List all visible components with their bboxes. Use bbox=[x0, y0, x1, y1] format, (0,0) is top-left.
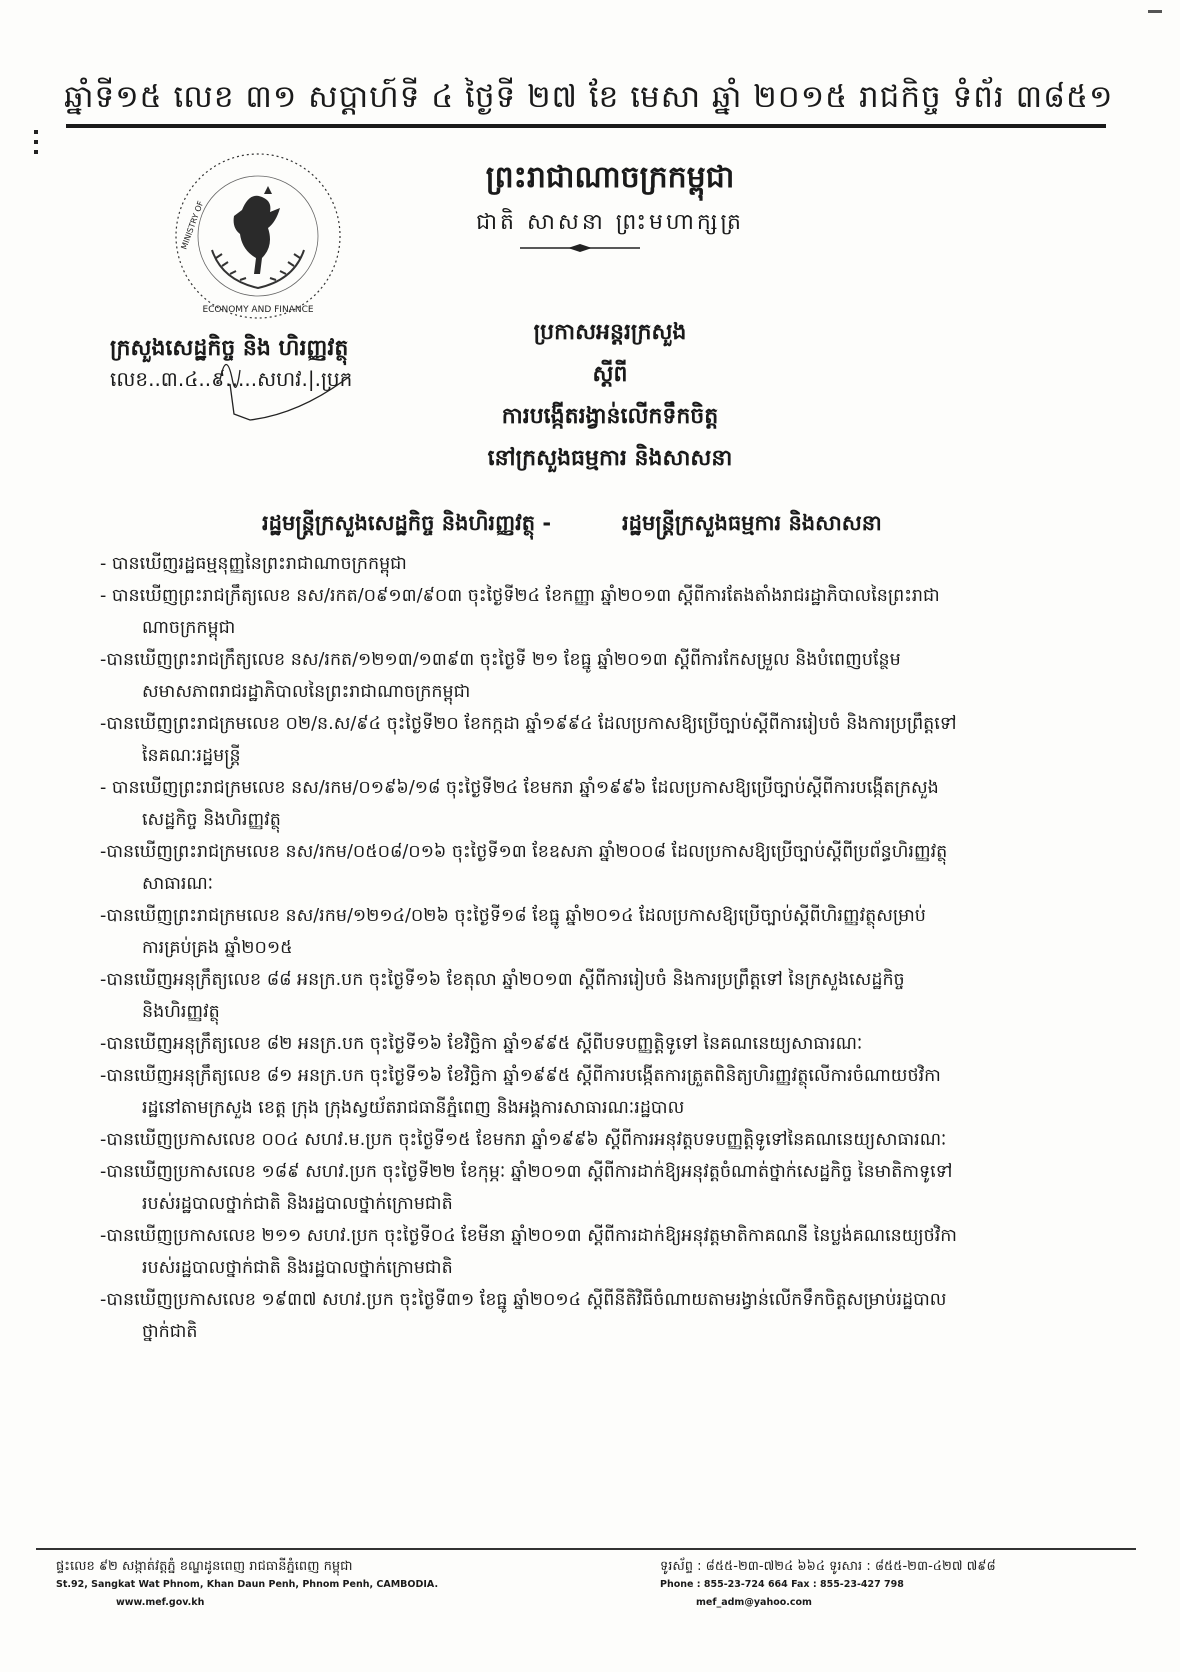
svg-text:MINISTRY OF: MINISTRY OF bbox=[179, 199, 206, 251]
visa-line: -បានឃើញប្រកាសលេខ ១៨៩ សហវ.ប្រក ចុះថ្ងៃទី២២ ខែកុម្ភៈ ឆ្នាំ២០១៣ ស្តីពីការដាក់ឱ្យអនុវត្តចំណាត់ថ្នាក់សេដ្ឋកិច្ច នៃមាតិកាទូទៅ bbox=[100, 1162, 953, 1182]
email-link[interactable]: mef_adm@yahoo.com bbox=[696, 1597, 812, 1608]
visa-line: - បានឃើញរដ្ឋធម្មនុញ្ញនៃព្រះរាជាណាចក្រកម្ពុជា bbox=[100, 554, 407, 574]
decree-title bbox=[420, 312, 800, 480]
visa-line: -បានឃើញប្រកាសលេខ ២១១ សហវ.ប្រក ចុះថ្ងៃទី០៤ ខែមីនា ឆ្នាំ២០១៣ ស្តីពីការដាក់ឱ្យអនុវត្តមាតិកាគណនី នៃប្លង់គណនេយ្យថវិកា bbox=[100, 1226, 957, 1246]
visa-line: -បានឃើញអនុក្រឹត្យលេខ ៨៨ អនក្រ.បក ចុះថ្ងៃទី១៦ ខែតុលា ឆ្នាំ២០១៣ ស្តីពីការរៀបចំ និងការប្រព្រឹត្តទៅ នៃក្រសួងសេដ្ឋកិច្ច bbox=[100, 970, 905, 990]
national-motto: ជាតិ សាសនា ព្រះមហាក្សត្រ bbox=[476, 210, 744, 235]
title-line-1: ប្រកាសអន្តរក្រសួង bbox=[533, 320, 687, 345]
footer-contact bbox=[660, 1558, 996, 1612]
visa-line: របស់រដ្ឋបាលថ្នាក់ជាតិ និងរដ្ឋបាលថ្នាក់ក្រោមជាតិ bbox=[142, 1194, 453, 1214]
phone-english: Phone : 855-23-724 664 Fax : 855-23-427 798 bbox=[660, 1579, 904, 1590]
kingdom-heading bbox=[440, 158, 780, 240]
margin-mark bbox=[34, 124, 40, 164]
visa-line: សមាសភាពរាជរដ្ឋាភិបាលនៃព្រះរាជាណាចក្រកម្ពុជា bbox=[142, 682, 471, 702]
visa-list bbox=[100, 548, 1100, 1348]
visa-line: ការគ្រប់គ្រង ឆ្នាំ២០១៥ bbox=[142, 938, 293, 958]
visa-line: - បានឃើញព្រះរាជក្រមលេខ នស/រកម/០១៩៦/១៨ ចុះថ្ងៃទី២៤ ខែមករា ឆ្នាំ១៩៩៦ ដែលប្រកាសឱ្យប្រើច្បាប់ស្តីពីការបង្កើតក្រសួង bbox=[100, 778, 939, 798]
visa-line: រដ្ឋនៅតាមក្រសួង ខេត្ត ក្រុង ក្រុងស្វយ័តរាជធានីភ្នំពេញ និងអង្គការសាធារណៈរដ្ឋបាល bbox=[142, 1098, 685, 1118]
svg-text:ECONOMY AND FINANCE: ECONOMY AND FINANCE bbox=[202, 305, 314, 315]
footer-rule bbox=[36, 1548, 1136, 1550]
ministry-seal-icon bbox=[172, 150, 344, 322]
ornament-divider bbox=[520, 243, 640, 253]
title-line-2: ស្តីពី bbox=[592, 362, 628, 387]
visa-line: - បានឃើញព្រះរាជក្រឹត្យលេខ នស/រកត/០៩១៣/៩០៣ ចុះថ្ងៃទី២៤ ខែកញ្ញា ឆ្នាំ២០១៣ ស្តីពីការតែងតាំងរាជរដ្ឋាភិបាលនៃព្រះរាជា bbox=[100, 586, 940, 606]
signature-mark bbox=[210, 340, 360, 430]
visa-line: -បានឃើញអនុក្រឹត្យលេខ ៨២ អនក្រ.បក ចុះថ្ងៃទី១៦ ខែវិច្ឆិកា ឆ្នាំ១៩៩៥ ស្តីពីបទបញ្ញត្តិទូទៅ នៃគណនេយ្យសាធារណៈ bbox=[100, 1034, 863, 1054]
ministry-name: ក្រសួងសេដ្ឋកិច្ច និង ហិរញ្ញវត្ថុ bbox=[110, 336, 349, 361]
address-khmer: ផ្ទះលេខ ៩២ សង្កាត់វត្តភ្នំ ខណ្ឌដូនពេញ រាជធានីភ្នំពេញ កម្ពុជា bbox=[56, 1559, 353, 1574]
phone-khmer: ទូរស័ព្ទ : ៨៥៥-២៣-៧២៤ ៦៦៤ ទូរសារ : ៨៥៥-២៣-៤២៧ ៧៩៨ bbox=[660, 1559, 996, 1574]
footer-address bbox=[56, 1558, 438, 1612]
visa-line: -បានឃើញព្រះរាជក្រមលេខ នស/រកម/១២១៤/០២៦ ចុះថ្ងៃទី១៨ ខែធ្នូ ឆ្នាំ២០១៤ ដែលប្រកាសឱ្យប្រើច្បាប់ស្តីពីហិរញ្ញវត្ថុសម្រាប់ bbox=[100, 906, 926, 926]
visa-line: -បានឃើញប្រកាសលេខ ០០៤ សហវ.ម.ប្រក ចុះថ្ងៃទី១៥ ខែមករា ឆ្នាំ១៩៩៦ ស្តីពីការអនុវត្តបទបញ្ញត្តិទូទៅនៃគណនេយ្យសាធារណៈ bbox=[100, 1130, 947, 1150]
visa-line: -បានឃើញប្រកាសលេខ ១៩៣៧ សហវ.ប្រក ចុះថ្ងៃទី៣១ ខែធ្នូ ឆ្នាំ២០១៤ ស្តីពីនីតិវិធីចំណាយតាមរង្វាន់លើកទឹកចិត្តសម្រាប់រដ្ឋបាល bbox=[100, 1290, 947, 1310]
ministers-line bbox=[262, 510, 1022, 541]
visa-line: ថ្នាក់ជាតិ bbox=[142, 1322, 198, 1342]
visa-line: របស់រដ្ឋបាលថ្នាក់ជាតិ និងរដ្ឋបាលថ្នាក់ក្រោមជាតិ bbox=[142, 1258, 453, 1278]
visa-line: សាធារណៈ bbox=[142, 874, 214, 894]
visa-line: សេដ្ឋកិច្ច និងហិរញ្ញវត្ថុ bbox=[142, 810, 281, 830]
visa-line: -បានឃើញព្រះរាជក្រឹត្យលេខ នស/រកត/១២១៣/១៣៩៣ ចុះថ្ងៃទី ២១ ខែធ្នូ ឆ្នាំ២០១៣ ស្តីពីការកែសម្រួល និងបំពេញបន្ថែម bbox=[100, 650, 901, 670]
minister-cults-religion: រដ្ឋមន្ត្រីក្រសួងធម្មការ និងសាសនា bbox=[622, 511, 882, 535]
visa-line: -បានឃើញព្រះរាជក្រមលេខ នស/រកម/០៥០៨/០១៦ ចុះថ្ងៃទី១៣ ខែឧសភា ឆ្នាំ២០០៨ ដែលប្រកាសឱ្យប្រើច្បាប់ស្តីពីប្រព័ន្ធហិរញ្ញវត្ថុ bbox=[100, 842, 948, 862]
visa-line: នៃគណៈរដ្ឋមន្ត្រី bbox=[142, 746, 241, 766]
title-line-4: នៅក្រសួងធម្មការ និងសាសនា bbox=[487, 446, 733, 471]
reference-number: លេខ..៣.៤..៩.....សហវ.|.ប្រក bbox=[110, 367, 353, 391]
visa-line: -បានឃើញព្រះរាជក្រមលេខ ០២/ន.ស/៩៤ ចុះថ្ងៃទី២០ ខែកក្កដា ឆ្នាំ១៩៩៤ ដែលប្រកាសឱ្យប្រើច្បាប់ស្តីពីការរៀបចំ និងការប្រព្រឹត្តទៅ bbox=[100, 714, 957, 734]
minister-economy-finance: រដ្ឋមន្ត្រីក្រសួងសេដ្ឋកិច្ច និងហិរញ្ញវត្ថុ - bbox=[262, 511, 552, 535]
kingdom-title: ព្រះរាជាណាចក្រកម្ពុជា bbox=[485, 160, 735, 195]
address-english: St.92, Sangkat Wat Phnom, Khan Daun Penh, Phnom Penh, CAMBODIA. bbox=[56, 1579, 439, 1590]
visa-line: និងហិរញ្ញវត្ថុ bbox=[142, 1002, 220, 1022]
header-rule bbox=[66, 124, 1106, 128]
visa-line: -បានឃើញអនុក្រឹត្យលេខ ៨១ អនក្រ.បក ចុះថ្ងៃទី១៦ ខែវិច្ឆិកា ឆ្នាំ១៩៩៥ ស្តីពីការបង្កើតការត្រួតពិនិត្យហិរញ្ញវត្ថុលើការចំណាយថវិកា bbox=[100, 1066, 941, 1086]
title-line-3: ការបង្កើតរង្វាន់លើកទឹកចិត្ត bbox=[501, 404, 719, 429]
scan-mark bbox=[1148, 10, 1162, 13]
visa-line: ណាចក្រកម្ពុជា bbox=[142, 618, 236, 638]
gazette-header: ឆ្នាំទី១៥ លេខ ៣១ សប្តាហ៍ទី ៤ ថ្ងៃទី ២៧ ខែ មេសា ឆ្នាំ ២០១៥ រាជកិច្ច ទំព័រ ៣៨៥១ bbox=[64, 79, 1114, 115]
website-link[interactable]: www.mef.gov.kh bbox=[116, 1597, 205, 1608]
